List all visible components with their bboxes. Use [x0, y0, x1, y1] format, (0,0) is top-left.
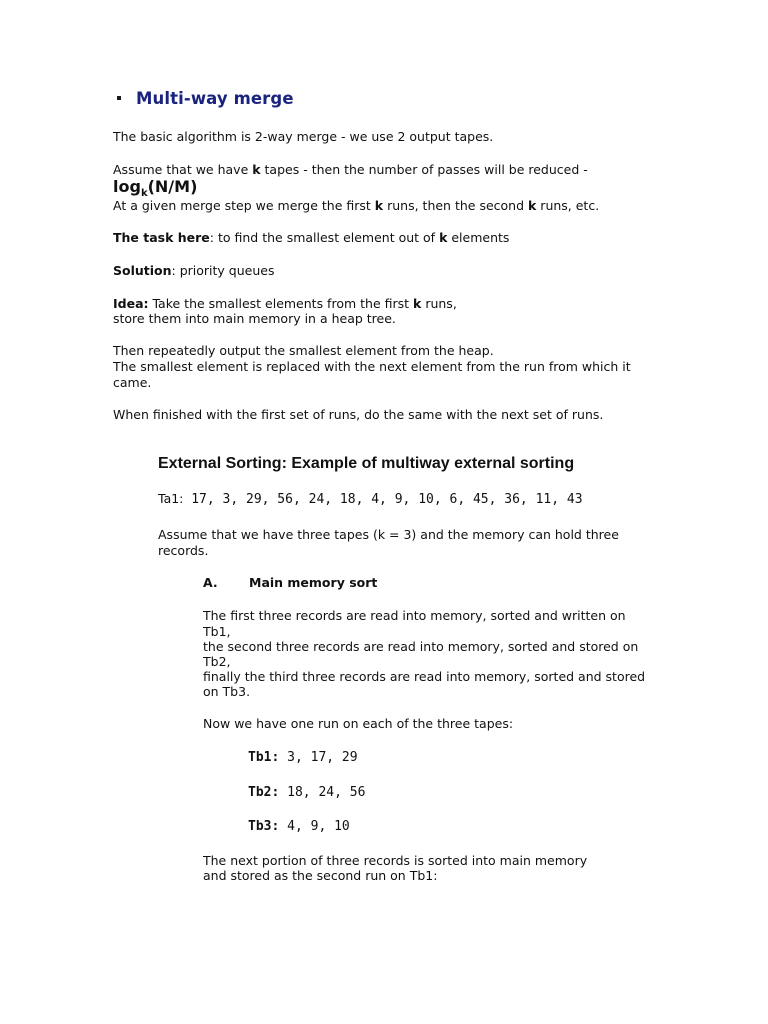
tape-tb3 — [248, 819, 350, 834]
tape-values: 3, 17, 29 — [279, 750, 358, 765]
idea-paragraph — [113, 296, 457, 311]
task-label: The task here — [113, 230, 210, 245]
subsection-heading — [203, 575, 377, 590]
solution-paragraph — [113, 263, 274, 278]
merge-step-k2: k — [528, 198, 537, 213]
subsection-title: Main memory sort — [249, 575, 378, 590]
one-run-line: Now we have one run on each of the three tapes: — [203, 716, 514, 731]
next-line1: The next portion of three records is sorted into main memory — [203, 853, 588, 868]
merge-step-k1: k — [374, 198, 384, 213]
merge-step-paragraph — [113, 198, 599, 213]
idea-post: runs, — [421, 296, 457, 311]
assume-paragraph — [113, 162, 588, 177]
subsection-letter: A. — [203, 575, 218, 590]
tape-label: Tb2: — [248, 785, 280, 800]
merge-step-pre: At a given merge step we merge the first — [113, 198, 375, 213]
intro-paragraph: The basic algorithm is 2-way merge - we use 2 output tapes. — [113, 129, 494, 144]
solution-label: Solution — [113, 263, 172, 278]
example-assume-line2: records. — [158, 543, 209, 558]
task-paragraph — [113, 230, 509, 245]
merge-step-mid: runs, then the second — [383, 198, 528, 213]
tape-label: Tb3: — [248, 819, 280, 834]
formula-sub: k — [140, 188, 148, 200]
assume-post: tapes - then the number of passes will be reduced - — [260, 162, 588, 177]
tape-tb2 — [248, 785, 365, 800]
tape-label: Tb1: — [248, 750, 280, 765]
section-heading: Multi-way merge — [136, 89, 294, 108]
section-heading-row — [117, 91, 294, 106]
example-assume-line1: Assume that we have three tapes (k = 3) and the memory can hold three — [158, 527, 619, 542]
para-line: the second three records are read into memory, sorted and stored on — [203, 639, 639, 654]
next-line2: and stored as the second run on Tb1: — [203, 868, 438, 883]
repeat-line3: came. — [113, 375, 152, 390]
formula-arg: (N/M) — [147, 177, 198, 196]
tape-values: 4, 9, 10 — [279, 819, 350, 834]
para-line: Tb1, — [203, 624, 231, 639]
example-title: External Sorting: Example of multiway external sorting — [158, 455, 575, 472]
solution-text: : priority queues — [171, 263, 275, 278]
tape-tb1 — [248, 750, 358, 765]
task-pre: : to find the smallest element out of — [209, 230, 440, 245]
repeat-line1: Then repeatedly output the smallest element from the heap. — [113, 343, 494, 358]
assume-k: k — [252, 162, 261, 177]
ta1-line — [158, 491, 583, 507]
task-k: k — [439, 230, 448, 245]
para-line: The first three records are read into memory, sorted and written on — [203, 608, 626, 623]
ta1-label: Ta1: — [158, 491, 184, 506]
para-line: Tb2, — [203, 654, 231, 669]
idea-line2: store them into main memory in a heap tree. — [113, 311, 396, 326]
bullet-icon — [117, 96, 121, 100]
ta1-values: 17, 3, 29, 56, 24, 18, 4, 9, 10, 6, 45, 36, 11, 43 — [183, 492, 583, 507]
idea-label: Idea: — [113, 296, 149, 311]
merge-step-post: runs, etc. — [536, 198, 600, 213]
para-line: finally the third three records are read into memory, sorted and stored — [203, 669, 646, 684]
repeat-line2: The smallest element is replaced with the next element from the run from which it — [113, 359, 631, 374]
finished-paragraph: When finished with the first set of runs, do the same with the next set of runs. — [113, 407, 604, 422]
formula-log: log — [113, 177, 141, 196]
assume-pre: Assume that we have — [113, 162, 253, 177]
tape-values: 18, 24, 56 — [279, 785, 366, 800]
idea-pre: Take the smallest elements from the first — [148, 296, 414, 311]
task-post: elements — [447, 230, 510, 245]
idea-k: k — [413, 296, 422, 311]
para-line: on Tb3. — [203, 684, 251, 699]
